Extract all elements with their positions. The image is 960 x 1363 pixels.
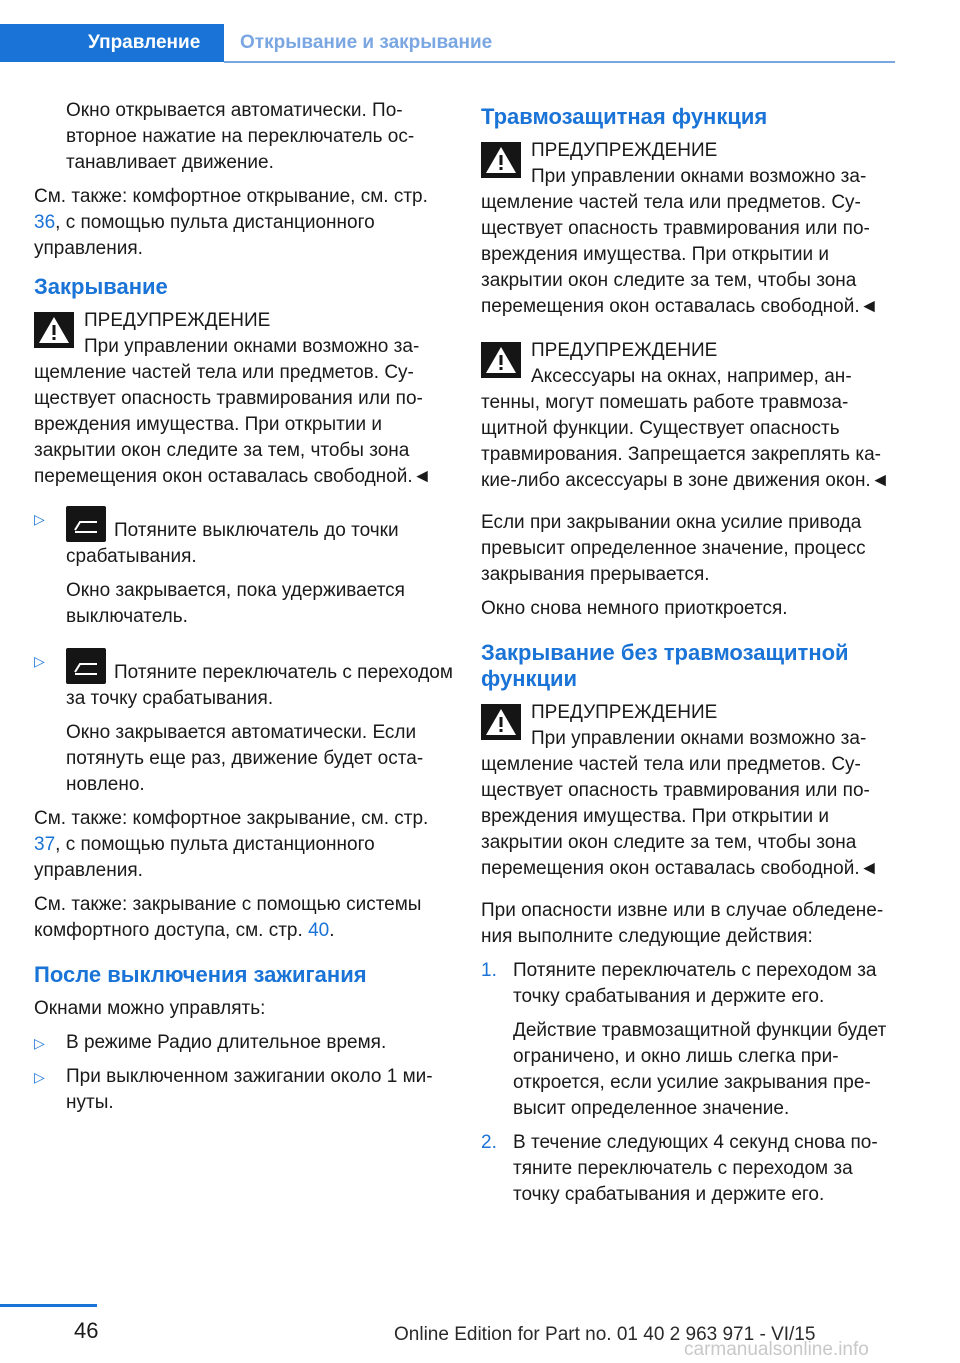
intro-paragraph: Окно открывается автоматически. Повторное нажатие на переключатель останавливает движение. bbox=[66, 100, 415, 173]
page-link-37[interactable]: 37 bbox=[34, 834, 56, 855]
tab-underline bbox=[224, 61, 895, 63]
window-switch-icon bbox=[66, 506, 106, 542]
pinch-protection-heading: Травмозащитная функция bbox=[481, 104, 768, 129]
header-bar bbox=[0, 24, 895, 62]
bullet-subtext: Окно закрывается автоматически. Если потянуть еще раз, движение будет остановлено. bbox=[66, 722, 424, 795]
warning-block bbox=[481, 138, 897, 320]
triangle-bullet-icon: ▷ bbox=[34, 653, 45, 669]
list-item bbox=[481, 958, 897, 1010]
tab-opening-closing[interactable]: Открывание и закрывание bbox=[240, 32, 493, 53]
after-ignition-text: Окнами можно управлять: bbox=[34, 998, 266, 1019]
warning-text bbox=[34, 334, 454, 490]
footer-accent-line bbox=[0, 1304, 97, 1307]
warning-icon bbox=[481, 704, 521, 740]
see-text: См. также: комфортное открывание, см. стр. bbox=[34, 186, 428, 207]
step-number: 2. bbox=[481, 1132, 497, 1153]
see-text: . bbox=[329, 920, 335, 941]
warning-title: ПРЕДУПРЕЖДЕНИЕ bbox=[531, 702, 718, 723]
warning-body: Аксессуары на окнах, например, антенны, могут помешать работе травмозащитной функции. Существует опасность травмирования. Запрещается закреплять какие-либо аксессуары в зоне движения окон.◄ bbox=[481, 366, 890, 491]
warning-text bbox=[481, 726, 897, 882]
force-paragraph: Если при закрывании окна усилие привода превысит определенное значение, процесс закрывания прерывается. bbox=[481, 512, 866, 585]
triangle-bullet-icon: ▷ bbox=[34, 1069, 45, 1085]
warning-icon bbox=[481, 342, 521, 378]
see-also-closing bbox=[34, 806, 454, 884]
warning-icon bbox=[34, 312, 74, 348]
warning-body: При управлении окнами возможно защемление частей тела или предметов. Существует опасность травмирования или повреждения имущества. При открытии и закрытии окон следите за тем, чтобы зона перемещения окон оставалась свободной.◄ bbox=[481, 728, 879, 879]
bullet-text: Потяните переключатель с переходом за точку срабатывания. bbox=[66, 662, 453, 709]
triangle-bullet-icon: ▷ bbox=[34, 1035, 45, 1051]
list-item bbox=[34, 1064, 454, 1116]
warning-block bbox=[481, 338, 897, 494]
edition-text: Online Edition for Part no. 01 40 2 963 971 - VI/15 bbox=[394, 1324, 816, 1345]
page-number: 46 bbox=[74, 1318, 99, 1343]
bullet-text: При выключенном зажигании около 1 минуты. bbox=[66, 1066, 433, 1113]
left-column bbox=[34, 98, 454, 1124]
list-item bbox=[34, 648, 454, 712]
warning-title: ПРЕДУПРЕЖДЕНИЕ bbox=[531, 340, 718, 361]
triangle-bullet-icon: ▷ bbox=[34, 511, 45, 527]
right-column bbox=[481, 98, 897, 1216]
bullet-text: Потяните выключатель до точки срабатывания. bbox=[66, 520, 399, 567]
see-text: См. также: закрывание с помощью системы комфортного доступа, см. стр. bbox=[34, 894, 422, 941]
see-text: , с помощью пульта дистанционного управления. bbox=[34, 212, 375, 259]
no-pinch-heading: Закрывание без травмозащитной функции bbox=[481, 640, 849, 691]
step-text: Потяните переключатель с переходом за точку срабатывания и держите его. bbox=[513, 960, 877, 1007]
step-text: В течение следующих 4 секунд снова потяните переключатель с переходом за точку срабатывания и держите его. bbox=[513, 1132, 878, 1205]
closing-heading: Закрывание bbox=[34, 274, 168, 299]
watermark-text: carmanualsonline.info bbox=[684, 1339, 869, 1360]
step-subtext: Действие травмозащитной функции будет ограничено, и окно лишь слегка приоткроется, если усилие закрывания превысит определенное значение. bbox=[513, 1020, 887, 1119]
warning-block bbox=[481, 700, 897, 882]
warning-text bbox=[481, 364, 897, 494]
warning-title: ПРЕДУПРЕЖДЕНИЕ bbox=[531, 140, 718, 161]
see-also-opening bbox=[34, 184, 454, 262]
bullet-text: В режиме Радио длительное время. bbox=[66, 1032, 387, 1053]
step-number: 1. bbox=[481, 960, 497, 981]
list-item bbox=[481, 1130, 897, 1208]
reopen-paragraph: Окно снова немного приоткроется. bbox=[481, 598, 788, 619]
after-ignition-heading: После выключения зажигания bbox=[34, 962, 367, 987]
warning-body: При управлении окнами возможно защемление частей тела или предметов. Существует опасность травмирования или повреждения имущества. При открытии и закрытии окон следите за тем, чтобы зона перемещения окон оставалась свободной.◄ bbox=[34, 336, 432, 487]
see-text: См. также: комфортное закрывание, см. стр. bbox=[34, 808, 429, 829]
warning-title: ПРЕДУПРЕЖДЕНИЕ bbox=[84, 310, 271, 331]
window-switch-icon bbox=[66, 648, 106, 684]
see-text: , с помощью пульта дистанционного управления. bbox=[34, 834, 375, 881]
page-link-36[interactable]: 36 bbox=[34, 212, 56, 233]
warning-block bbox=[34, 308, 454, 490]
bullet-subtext: Окно закрывается, пока удерживается выключатель. bbox=[66, 580, 405, 627]
list-item bbox=[34, 1030, 454, 1056]
tab-control[interactable]: Управление bbox=[0, 24, 224, 62]
list-item bbox=[34, 506, 454, 570]
see-also-comfort-access bbox=[34, 892, 454, 944]
danger-paragraph: При опасности извне или в случае обледенения выполните следующие действия: bbox=[481, 900, 884, 947]
warning-text bbox=[481, 164, 897, 320]
warning-body: При управлении окнами возможно защемление частей тела или предметов. Существует опасность травмирования или повреждения имущества. При открытии и закрытии окон следите за тем, чтобы зона перемещения окон оставалась свободной.◄ bbox=[481, 166, 879, 317]
page-link-40[interactable]: 40 bbox=[308, 920, 330, 941]
warning-icon bbox=[481, 142, 521, 178]
